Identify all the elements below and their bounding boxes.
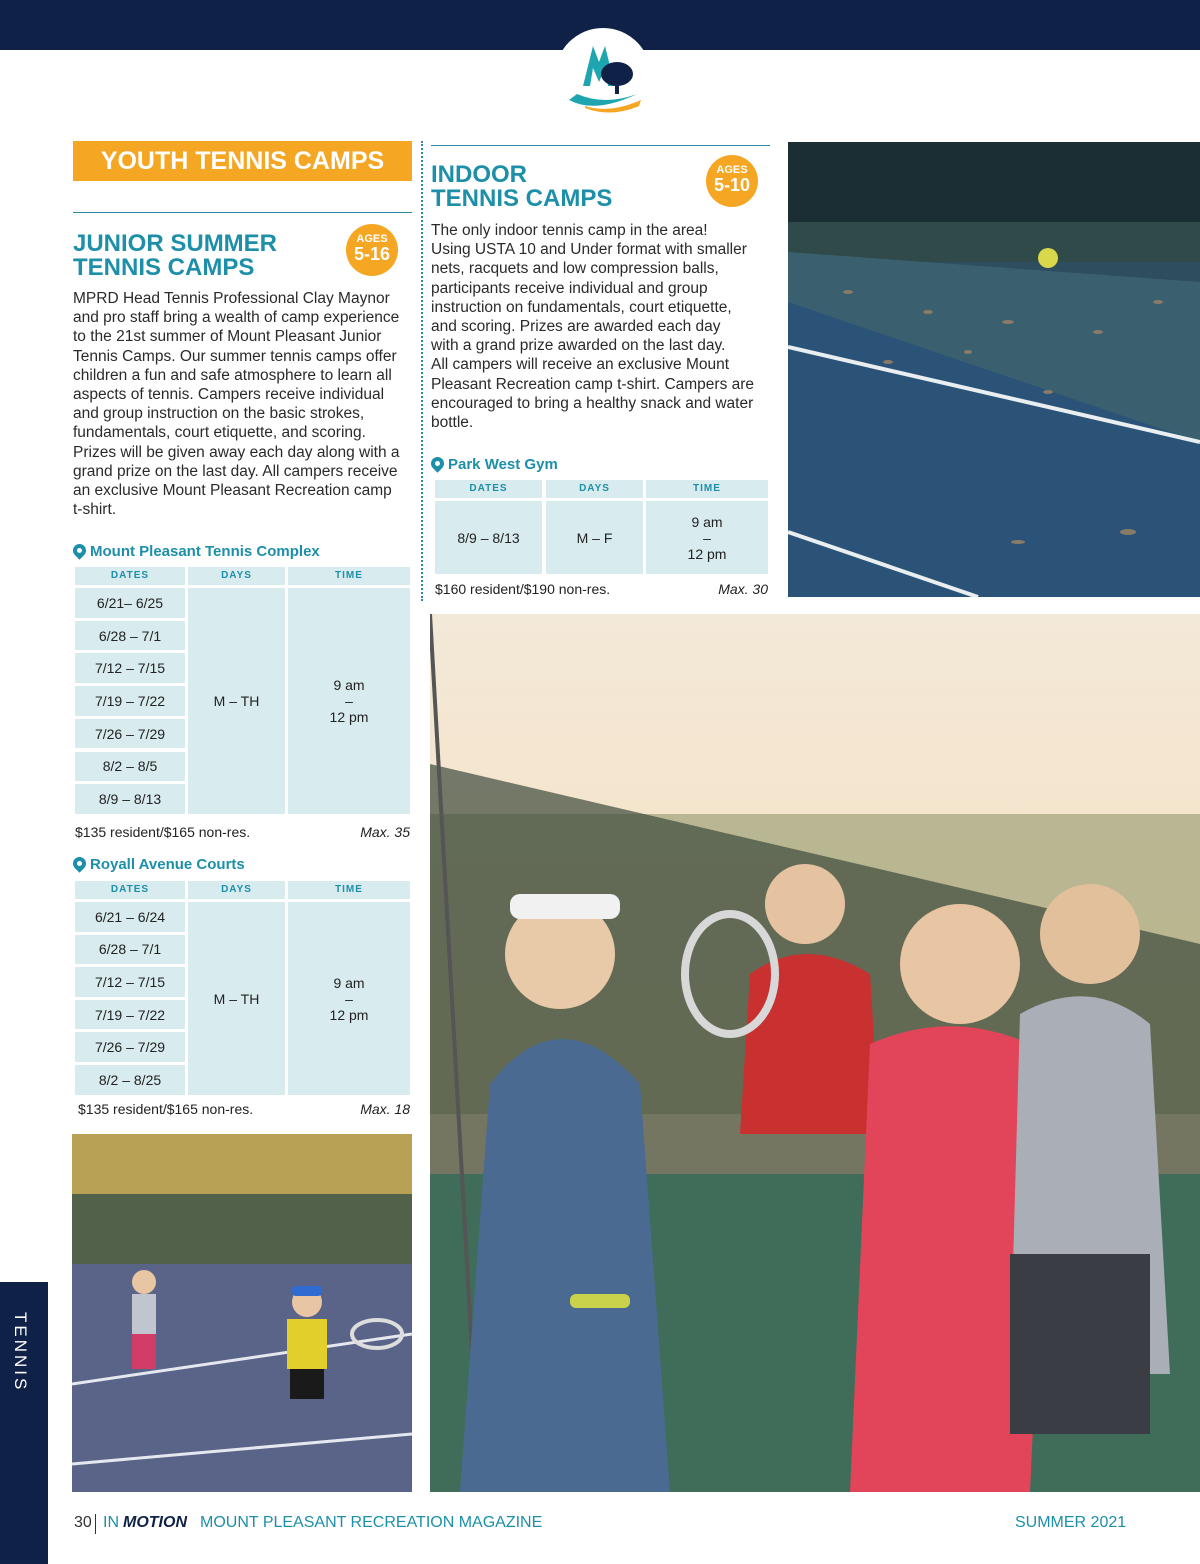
footer-in: IN — [103, 1514, 119, 1531]
park-west-max: Max. 30 — [718, 581, 768, 597]
table-header-days: DAYS — [546, 480, 643, 498]
description-line: All campers will receive an exclusive Mount — [431, 356, 730, 374]
indoor-camps-description — [431, 221, 776, 432]
date-cell: 7/26 – 7/29 — [75, 1032, 185, 1062]
junior-camps-description — [73, 289, 413, 519]
table-header-time: TIME — [288, 881, 410, 899]
table-header-dates: DATES — [75, 881, 185, 899]
description-line: with a grand prize awarded on the last day. — [431, 337, 726, 355]
date-cell: 8/2 – 8/5 — [75, 752, 185, 782]
junior-camps-title: JUNIOR SUMMER TENNIS CAMPS — [73, 230, 278, 281]
royall-days: M – TH — [188, 902, 285, 1095]
date-cell: 6/21 – 6/24 — [75, 902, 185, 932]
section-side-tab — [0, 1282, 48, 1564]
park-west-price: $160 resident/$190 non-res. — [435, 581, 611, 597]
table-header-dates: DATES — [435, 480, 542, 498]
description-line: children a fun and safe atmosphere to learn all — [73, 366, 392, 384]
park-west-location: Park West Gym — [431, 456, 558, 474]
indoor-camps-title: INDOOR TENNIS CAMPS — [431, 161, 613, 212]
date-cell: 7/12 – 7/15 — [75, 967, 185, 997]
date-cell: 7/19 – 7/22 — [75, 1000, 185, 1030]
side-tab-label: TENNIS — [11, 1312, 30, 1393]
description-line: Pleasant Recreation camp t-shirt. Campers are — [431, 375, 755, 393]
description-line: participants receive individual and group — [431, 279, 708, 297]
date-cell: 7/19 – 7/22 — [75, 686, 185, 716]
date-cell: 6/28 – 7/1 — [75, 621, 185, 651]
description-line: Prizes will be given away each day along with a — [73, 443, 400, 461]
footer-season: SUMMER 2021 — [1015, 1514, 1127, 1531]
mp-complex-location: Mount Pleasant Tennis Complex — [73, 543, 320, 561]
date-cell: 7/26 – 7/29 — [75, 719, 185, 749]
date-cell: 7/12 – 7/15 — [75, 653, 185, 683]
mprd-logo — [555, 28, 651, 124]
description-line: nets, racquets and low compression balls, — [431, 260, 719, 278]
description-line: aspects of tennis. Campers receive individual — [73, 386, 385, 404]
table-header-time: TIME — [288, 567, 410, 585]
park-west-time: 9 am – 12 pm — [646, 501, 768, 574]
description-line: bottle. — [431, 414, 474, 432]
description-line: and group instruction on the basic strokes, — [73, 405, 365, 423]
table-header-days: DAYS — [188, 881, 285, 899]
description-line: fundamentals, court etiquette, and scoring. — [73, 424, 366, 442]
mp-complex-days: M – TH — [188, 588, 285, 814]
date-cell: 8/9 – 8/13 — [75, 784, 185, 814]
description-line: grand prize on the last day. All campers receive — [73, 462, 398, 480]
mp-complex-time: 9 am – 12 pm — [288, 588, 410, 814]
column-divider — [421, 141, 423, 601]
divider-rule — [431, 145, 770, 146]
park-west-dates: 8/9 – 8/13 — [435, 501, 542, 574]
divider-rule — [73, 212, 412, 213]
indoor-ages-badge: AGES 5-10 — [706, 155, 758, 207]
description-line: to the 21st summer of Mount Pleasant Junior — [73, 328, 382, 346]
mp-complex-price: $135 resident/$165 non-res. — [75, 824, 251, 840]
date-cell: 8/2 – 8/25 — [75, 1065, 185, 1095]
mp-complex-max: Max. 35 — [360, 824, 410, 840]
tennis-court-photo — [788, 142, 1200, 597]
royall-location: Royall Avenue Courts — [73, 856, 245, 874]
park-west-days: M – F — [546, 501, 643, 574]
description-line: and pro staff bring a wealth of camp experience — [73, 309, 400, 327]
description-line: Tennis Camps. Our summer tennis camps offer — [73, 347, 397, 365]
footer-page-number: 30 — [74, 1514, 92, 1531]
royall-price: $135 resident/$165 non-res. — [78, 1101, 254, 1117]
location-pin-icon — [70, 854, 88, 872]
location-pin-icon — [70, 541, 88, 559]
table-header-time: TIME — [646, 480, 768, 498]
location-pin-icon — [428, 454, 446, 472]
description-line: instruction on fundamentals, court etiquette, — [431, 298, 732, 316]
description-line: Using USTA 10 and Under format with smaller — [431, 241, 747, 259]
footer-motion: MOTION — [123, 1514, 187, 1531]
description-line: an exclusive Mount Pleasant Recreation camp — [73, 482, 392, 500]
kids-on-court-photo — [72, 1134, 412, 1492]
junior-ages-badge: AGES 5-16 — [346, 224, 398, 276]
description-line: The only indoor tennis camp in the area! — [431, 222, 708, 239]
description-line: MPRD Head Tennis Professional Clay Maynor — [73, 290, 390, 307]
table-header-dates: DATES — [75, 567, 185, 585]
footer-magazine-name: MOUNT PLEASANT RECREATION MAGAZINE — [200, 1514, 543, 1531]
description-line: t-shirt. — [73, 501, 117, 519]
table-header-days: DAYS — [188, 567, 285, 585]
description-line: encouraged to bring a healthy snack and water — [431, 394, 754, 412]
youth-tennis-banner: YOUTH TENNIS CAMPS — [73, 141, 412, 181]
footer-separator — [95, 1514, 96, 1534]
date-cell: 6/28 – 7/1 — [75, 935, 185, 965]
description-line: and scoring. Prizes are awarded each day — [431, 318, 721, 336]
royall-time: 9 am – 12 pm — [288, 902, 410, 1095]
kids-with-rackets-photo — [430, 614, 1200, 1492]
royall-max: Max. 18 — [360, 1101, 410, 1117]
date-cell: 6/21– 6/25 — [75, 588, 185, 618]
